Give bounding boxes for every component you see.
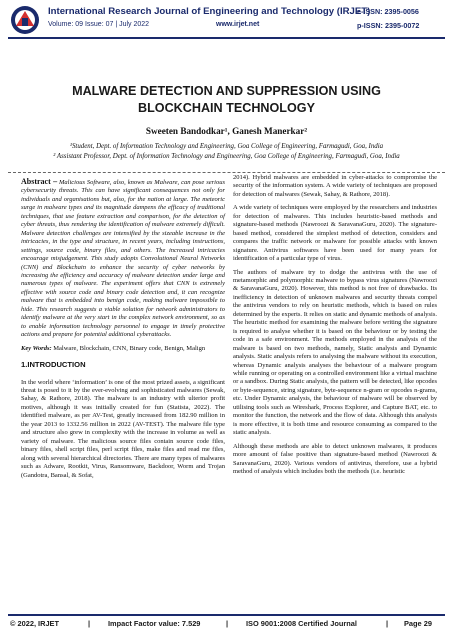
keywords-label: Key Words: [21,344,52,352]
keywords [21,345,225,353]
page-footer [8,619,445,633]
footer-copyright: © 2022, IRJET [10,619,59,628]
footer-separator: | [88,619,91,628]
footer-separator: | [386,619,389,628]
introduction-paragraph: In the world where ‘information’ is one of the most prized assets, a significant threat is posed to it by the ever-evolving and sophisticated malwares (Sewak, Sahay, & Rathore, 2018). The malware is an industry with ulterior profit motives, although it was initially created for fun (Statista, 2022). The identified malware, as per AV-Test, greatly increased from 182.90 million in the year 2013 to 1332.56 million in 2022 (AV-TEST). The malware file type and structure also grew in complexity with the increase in volume as well as variety of malware. The malicious source files contain source code files, binary files, shell script files, perl script files, make files and read me files, along with several hierarchical directories. There are many types of malwares such as Adware, Rootkit, Virus, Ransomware, Backdoor, Worm and Trojan (Gandotra, Bansal, & Sofat, [21,378,225,479]
abstract-text: Malicious Software, also, known as Malware, can pose serious cybersecurity threats. This can have significant consequences not only for individuals and organisations but, also, for the nation at large. The meteoric surge in malware types and its magnitude dampens the efficacy of traditional techniques, that use feature extraction and comparison, for the detection of cyber threats, thus rendering the identification of malware extremely difficult. Malware detection challenges are intensified by the sizeable increase in the intricacies, in the type and structure, in recent years, including instructions, settings, source code, binary files, and others. The increased intricacies encourage misjudgement. This study adopts Convolutional Neural Networks (CNN) and Blockchain to enhance the security of cyber networks by increasing the efficiency and accuracy of malware detection under large and numerous types of malware. The experiment offers that CNN is extremely effective with source code and binary code detection and, it can recognize malware that is embedded into benign code, making malware impossible to hide. This research suggests a viable solution for network administrators to identify malware at the very start in the complex network environment, so as to enable information technology personnel to engage in timely protective actions and prepare for potential additional cyberattacks. [21,179,225,339]
header-rule [8,37,445,39]
journal-url[interactable]: www.irjet.net [216,21,260,28]
footer-iso: ISO 9001:2008 Certified Journal [246,619,357,628]
footer-page-number: Page 29 [404,619,432,628]
keywords-text: Malware, Blockchain, CNN, Binary code, Benign, Malign [51,344,206,352]
affiliation-1: ¹Student, Dept. of Information Technology and Engineering, Goa College of Engineering, Farmagudi, Goa, India [69,143,384,150]
affiliation-2: ² Assistant Professor, Dept. of Information Technology and Engineering, Goa College of Engineering, Farmagudi, Goa, India [53,153,400,160]
right-paragraph-4: Although these methods are able to detect unknown malwares, it produces more amount of false positive than signature-based method (Nawroozi & SaravanaGuru, 2020). Various vendors of antivirus, therefore, use a hybrid method of analysis which includes both the methods (i.e. heuristic [233,442,437,475]
right-column [233,174,437,481]
section-heading-introduction: 1.INTRODUCTION [21,360,86,370]
volume-issue: Volume: 09 Issue: 07 | July 2022 [48,21,150,28]
right-paragraph-3: The authors of malware try to dodge the antivirus with the use of metamorphic and polymorphic malware to bypass virus signatures (Nawroozi & SaravanaGuru, 2020). However, this method is not free of drawbacks. Its inefficiency in detection of unknown malwares and security threats compel the antivirus vendors to rely on heuristic methods, which is based on rules determined by the experts. It relies on static and dynamic methods of analysis. The heuristic method for examining the malware before writing the signature is required to analyse whether it is based on the behaviour or by testing the code in a safe environment. The methods employed in the analysis of the malware is based on two methods, namely, Static analysis and Dynamic analysis. Static analysis refers to analysing the malware without its execution, whereas Dynamic analysis analyses the behaviour of a malware program while running or operating on a controlled environment like a virtual machine or a sandbox. During Static analysis, the pattern will be detected, like opcodes or byte-sequence, string signature, byte-sequence n-gram or opcodes n-grams, etc. Under Dynamic analysis, the behaviour of malware will be observed by utilising tools such as Wireshark, Process Explorer, and Capture BAT, etc. to monitor the function, the network and the flow of data. Although this analysis is more effective, it is both time and resource consuming as compared to the static analysis. [233,268,437,437]
abstract [21,178,225,340]
paper-authors: Sweeten Bandodkar¹, Ganesh Manerkar² [145,126,308,136]
footer-rule [8,614,445,616]
abstract-label: Abstract – [21,177,58,186]
journal-title: International Research Journal of Engineering and Technology (IRJET) [48,6,371,17]
p-issn: p-ISSN: 2395-0072 [357,21,420,30]
paper-title: MALWARE DETECTION AND SUPPRESSION USING BLOCKCHAIN TECHNOLOGY [72,84,381,115]
title-separator [8,172,445,173]
right-paragraph-2: A wide variety of techniques were employed by the researchers and industries for detection of malwares. This includes heuristic-based methods and signature-based methods (Nawroozi & SaravanaGuru, 2020). The signature-based method, considered the simplest method of detection, considers and compares the traffic network or malware for possible attacks with known signature. Antivirus softwares have been used for many years for identification of a particular type of virus. [233,204,437,263]
irjet-logo [10,5,40,35]
footer-separator: | [226,619,229,628]
right-paragraph-1: 2014). Hybrid malwares are embedded in cyber-attacks to compromise the security of the information system. A wide variety of techniques are proposed for detection of malwares (Sewak, Sahay, & Rathore, 2018). [233,174,437,198]
journal-header [0,0,453,40]
e-issn: e-ISSN: 2395-0056 [357,7,419,16]
footer-impact-factor: Impact Factor value: 7.529 [108,619,201,628]
left-column [21,178,225,485]
